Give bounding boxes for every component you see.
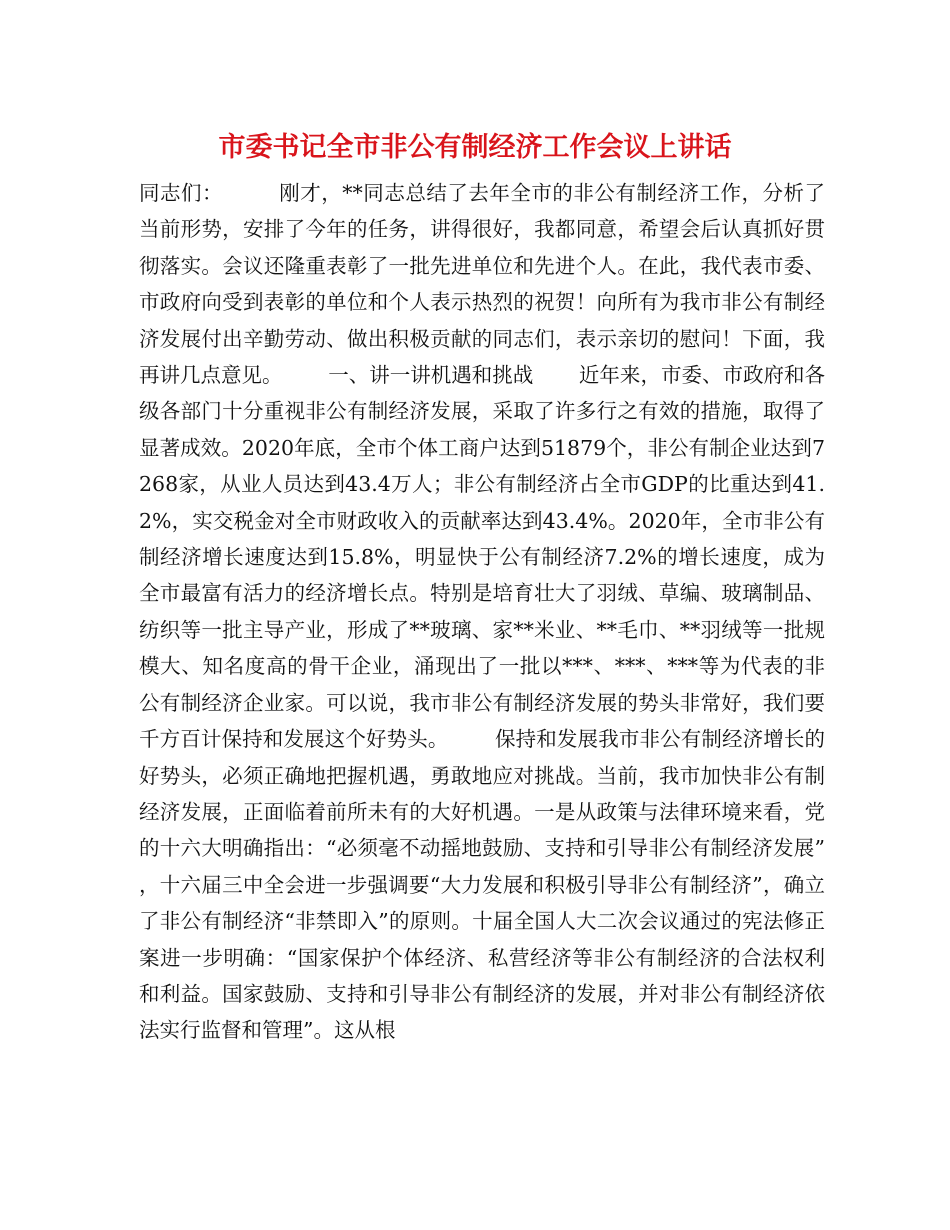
document-title: 市委书记全市非公有制经济工作会议上讲话 xyxy=(218,132,732,163)
spacing-gap xyxy=(283,363,329,387)
salutation: 同志们： xyxy=(139,181,224,205)
spacing-gap xyxy=(533,363,579,387)
spacing-gap xyxy=(223,181,279,205)
document-body xyxy=(139,175,825,1049)
paragraph-opening: 刚才，**同志总结了去年全市的非公有制经济工作，分析了当前形势，安排了今年的任务，讲得很好，我都同意，希望会后认真抓好贯彻落实。会议还隆重表彰了一批先进单位和先进个人。在此，我代表市委、市政府向受到表彰的单位和个人表示热烈的祝贺！向所有为我市非公有制经济发展付出辛勤劳动、做出积极贡献的同志们，表示亲切的慰问！下面，我再讲几点意见。 xyxy=(139,181,826,388)
spacing-gap xyxy=(448,727,495,751)
section-heading: 一、讲一讲机遇和挑战 xyxy=(328,363,534,388)
paragraph-achievements: 近年来，市委、市政府和各级各部门十分重视非公有制经济发展，采取了许多行之有效的措施，取得了显著成效。2020年底，全市个体工商户达到51879个，非公有制企业达到7268家，从业人员达到43.4万人；非公有制经济占全市GDP的比重达到41.2%，实交税金对全市财政收入的贡献率达到43.4%。2020年，全市非公有制经济增长速度达到15.8%，明显快于公有制经济7.2%的增长速度，成为全市最富有活力的经济增长点。特别是培育壮大了羽绒、草编、玻璃制品、纺织等一批主导产业，形成了**玻璃、家**米业、**毛巾、**羽绒等一批规模大、知名度高的骨干企业，涌现出了一批以***、***、***等为代表的非公有制经济企业家。可以说，我市非公有制经济发展的势头非常好，我们要千方百计保持和发展这个好势头。 xyxy=(139,363,825,752)
paragraph-opportunities: 保持和发展我市非公有制经济增长的好势头，必须正确地把握机遇，勇敢地应对挑战。当前，我市加快非公有制经济发展，正面临着前所未有的大好机遇。一是从政策与法律环境来看，党的十六大明确指出：“必须毫不动摇地鼓励、支持和引导非公有制经济发展”，十六届三中全会进一步强调要“大力发展和积极引导非公有制经济”，确立了非公有制经济“非禁即入”的原则。十届全国人大二次会议通过的宪法修正案进一步明确：“国家保护个体经济、私营经济等非公有制经济的合法权利和利益。国家鼓励、支持和引导非公有制经济的发展，并对非公有制经济依法实行监督和管理”。这从根 xyxy=(139,727,826,1043)
